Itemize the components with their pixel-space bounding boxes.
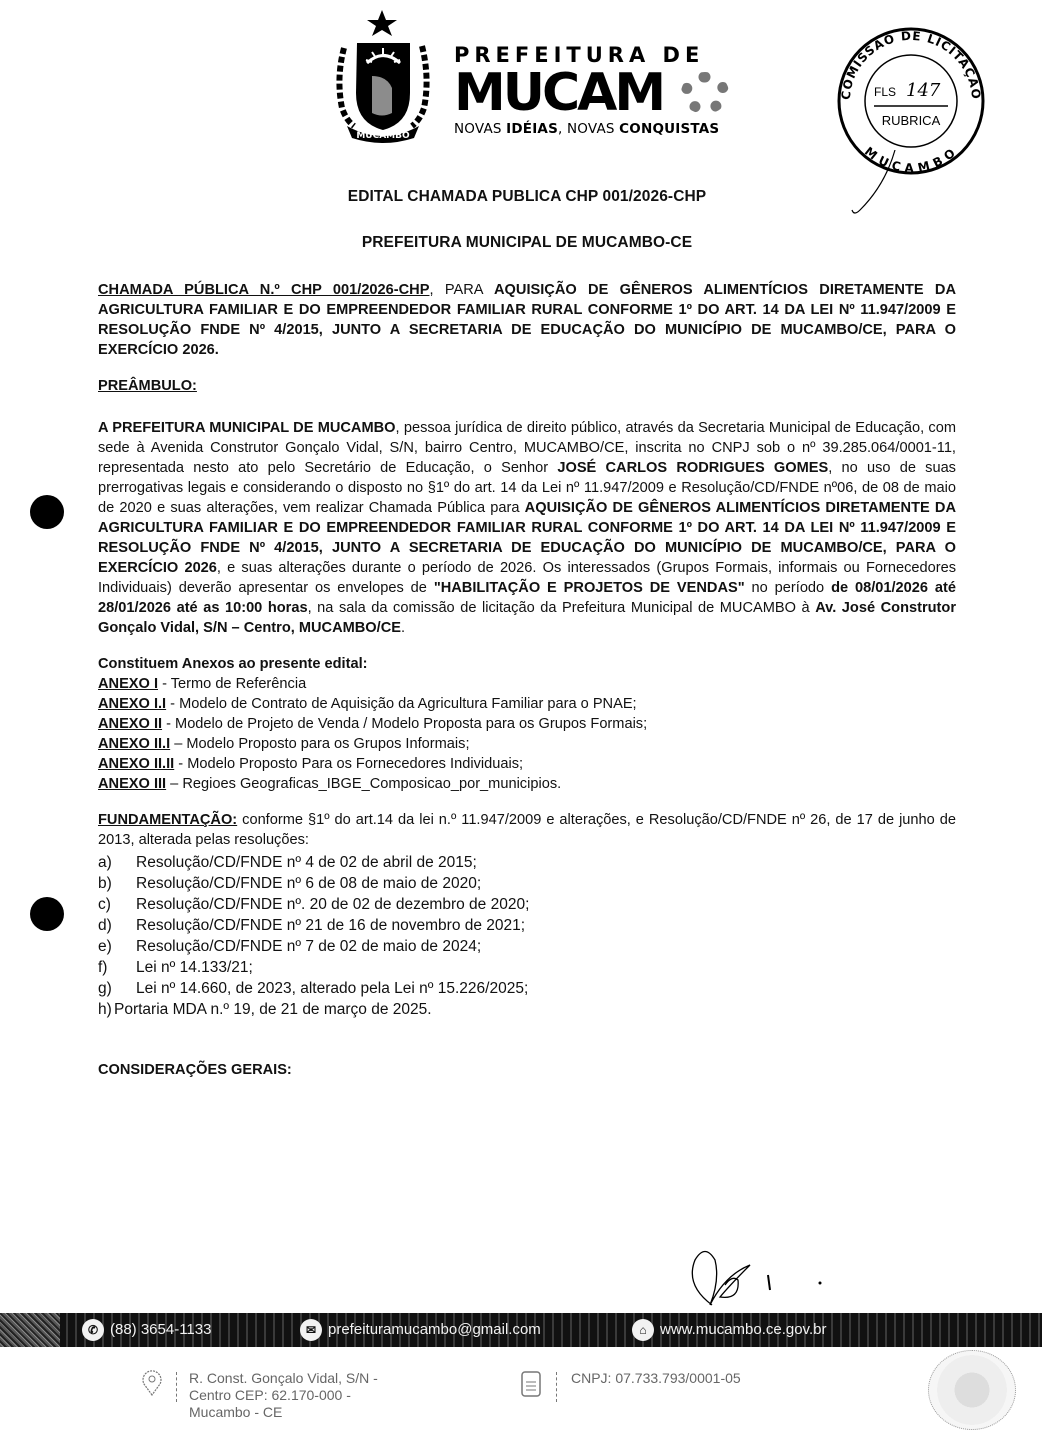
stamp-ring-text: COMISSÃO DE LICITAÇÃO (838, 28, 984, 101)
fundamentacao-item (98, 873, 956, 894)
phone-number: (88) 3654-1133 (110, 1321, 212, 1338)
submission-period: de 08/01/2026 até 28/01/2026 até as 10:00 horas (98, 580, 956, 616)
address-line: R. Const. Gonçalo Vidal, S/N - (189, 1370, 378, 1386)
anexo-label: ANEXO I (98, 676, 159, 692)
intro-paragraph (98, 280, 956, 360)
phone-icon: ✆ (82, 1319, 104, 1341)
anexo-label: ANEXO I.I (98, 696, 167, 712)
home-icon: ⌂ (632, 1319, 654, 1341)
anexo-text: - Modelo Proposto Para os Fornecedores Individuais; (174, 756, 524, 772)
chamada-reference: CHAMADA PÚBLICA N.º CHP 001/2026-CHP (98, 282, 430, 298)
stamp-rubrica-label: RUBRICA (881, 113, 941, 128)
fundamentacao-heading: FUNDAMENTAÇÃO: (98, 812, 238, 828)
footer-address (140, 1370, 378, 1421)
stamp-page-number: 147 (906, 80, 941, 101)
item-text: Portaria MDA n.º 19, de 21 de março de 2025. (114, 1001, 432, 1018)
preambulo-text: , pessoa jurídica de direito público, através da Secretaria Municipal de Educação, com sede à Avenida Construtor Gonçalo Vidal, S/N, bairro Centro, MUCAMBO/CE, inscrita no CNPJ sob o nº 39.285.064/0001-11, representada nesto ato pelo Secretário de Educação, o Senhor (98, 420, 956, 476)
anexo-item (98, 754, 956, 774)
item-letter: c) (98, 896, 111, 913)
fundamentacao-list (98, 852, 956, 1020)
anexo-text: – Modelo Proposto para os Grupos Informais; (170, 736, 470, 752)
footer-contact-bar (0, 1313, 1042, 1347)
stamp-fls-label: FLS (874, 85, 897, 99)
consideracoes-heading: CONSIDERAÇÕES GERAIS: (98, 1062, 292, 1078)
document-title: EDITAL CHAMADA PUBLICA CHP 001/2026-CHP (347, 188, 707, 205)
slogan-part: IDÉIAS (506, 121, 559, 137)
envelope-title: "HABILITAÇÃO E PROJETOS DE VENDAS" (433, 580, 745, 596)
fundamentacao-item (98, 957, 956, 978)
preambulo-heading: PREÂMBULO: (98, 378, 197, 394)
fundamentacao-paragraph (98, 810, 956, 850)
preambulo-text: , e suas alterações durante o período de 2026. Os interessados (Grupos Formais, informais ou Fornecedores Individuais) deverão apresentar os envelopes de (98, 560, 956, 596)
footer-phone (82, 1319, 211, 1341)
fundamentacao-item (98, 894, 956, 915)
anexo-label: ANEXO II.I (98, 736, 171, 752)
item-text: Resolução/CD/FNDE nº 21 de 16 de novembro de 2021; (136, 917, 526, 934)
preambulo-text: . (401, 620, 406, 636)
preambulo-text: no período (744, 580, 832, 596)
footer-website[interactable] (632, 1319, 826, 1341)
preambulo-text: , no uso de suas prerrogativas legais e considerando o disposto no §1º do art. 14 da Lei nº 11.947/2009 e Resolução/CD/FNDE nº06, de 08 de maio de 2020 e suas alterações, vem realizar Chamada Pública para (98, 460, 956, 516)
item-letter: h) (98, 1001, 112, 1018)
stamp-bottom-text: MUCAMBO (862, 143, 961, 175)
item-text: Resolução/CD/FNDE nº. 20 de 02 de dezembro de 2020; (136, 896, 530, 913)
footer-seal-watermark (928, 1350, 1016, 1430)
binder-hole (30, 495, 64, 529)
preambulo-text: AQUISIÇÃO DE GÊNEROS ALIMENTÍCIOS DIRETAMENTE DA AGRICULTURA FAMILIAR E DO EMPREENDEDOR FAMILIAR RURAL CONFORME 1º DO ART. 14 DA LEI Nº 11.947/2009 E RESOLUÇÃO FNDE Nº 4/2015, JUNTO A SECRETARIA DE EDUCAÇÃO DO MUNICÍPIO DE MUCAMBO/CE, PARA O EXERCÍCIO 2026 (98, 500, 956, 576)
fundamentacao-item (98, 852, 956, 873)
secretary-name: JOSÉ CARLOS RODRIGUES GOMES (557, 460, 829, 476)
slogan-part: NOVAS (454, 121, 507, 137)
brand-line-2 (454, 63, 764, 123)
website-url[interactable]: www.mucambo.ce.gov.br (660, 1321, 827, 1338)
brand-name: MUCAM (454, 63, 664, 123)
item-text: Resolução/CD/FNDE nº 6 de 08 de maio de 2020; (136, 875, 482, 892)
anexos-section (98, 654, 956, 794)
brand-line-1: PREFEITURA DE (454, 43, 705, 67)
item-text: Resolução/CD/FNDE nº 7 de 02 de maio de 2024; (136, 938, 482, 955)
envelope-icon: ✉ (300, 1319, 322, 1341)
anexo-text: – Regioes Geograficas_IBGE_Composicao_por_municipios. (166, 776, 562, 792)
slogan-part: CONQUISTAS (619, 121, 720, 137)
anexo-text: - Termo de Referência (158, 676, 307, 692)
anexo-label: ANEXO II (98, 716, 163, 732)
divider (176, 1372, 177, 1402)
item-text: Lei nº 14.133/21; (136, 959, 253, 976)
address-line: Mucambo - CE (189, 1404, 283, 1420)
fundamentacao-item (98, 936, 956, 957)
handwritten-signature (680, 1245, 830, 1310)
footer-email[interactable] (300, 1319, 541, 1341)
item-letter: a) (98, 854, 112, 871)
item-letter: d) (98, 917, 112, 934)
divider (556, 1372, 557, 1402)
email-address[interactable]: prefeituramucambo@gmail.com (328, 1321, 541, 1338)
cnpj-text: CNPJ: 07.733.793/0001-05 (571, 1370, 741, 1386)
fundamentacao-item (98, 978, 956, 999)
preambulo-text: A PREFEITURA MUNICIPAL DE MUCAMBO (98, 420, 396, 436)
anexo-item (98, 714, 956, 734)
anexo-item (98, 734, 956, 754)
crest-label: MUCAMBO (356, 131, 410, 141)
anexo-label: ANEXO III (98, 776, 167, 792)
binder-hole (30, 897, 64, 931)
item-letter: f) (98, 959, 108, 976)
anexos-heading: Constituem Anexos ao presente edital: (98, 656, 368, 672)
submission-address: Av. José Construtor Gonçalo Vidal, S/N – Centro, MUCAMBO/CE (98, 600, 957, 636)
municipal-crest-icon (322, 8, 447, 143)
item-letter: b) (98, 875, 112, 892)
fundamentacao-item (98, 915, 956, 936)
anexo-item (98, 774, 956, 794)
preambulo-text: , na sala da comissão de licitação da Prefeitura Municipal de MUCAMBO à (307, 600, 816, 616)
item-letter: g) (98, 980, 112, 997)
intro-object: AQUISIÇÃO DE GÊNEROS ALIMENTÍCIOS DIRETAMENTE DA AGRICULTURA FAMILIAR E DO EMPREENDEDOR FAMILIAR RURAL CONFORME 1º DO ART. 14 DA LEI Nº 11.947/2009 E RESOLUÇÃO FNDE Nº 4/2015, JUNTO A SECRETARIA DE EDUCAÇÃO DO MUNICÍPIO DE MUCAMBO/CE, PARA O EXERCÍCIO 2026. (98, 282, 957, 358)
item-letter: e) (98, 938, 112, 955)
anexo-label: ANEXO II.II (98, 756, 175, 772)
address-line: Centro CEP: 62.170-000 - (189, 1387, 351, 1403)
document-body (98, 186, 956, 1080)
footer-texture (0, 1313, 60, 1347)
fundamentacao-text: conforme §1º do art.14 da lei n.º 11.947/2009 e alterações, e Resolução/CD/FNDE nº 26, de 17 de junho de 2013, alterada pelas resoluções: (98, 812, 956, 848)
document-icon (520, 1370, 542, 1398)
preambulo-paragraph (98, 418, 956, 638)
document-subtitle: PREFEITURA MUNICIPAL DE MUCAMBO-CE (361, 234, 693, 251)
brand-dotted-o-icon (681, 72, 729, 114)
intro-separator: , PARA (429, 282, 495, 298)
brand-wordmark (454, 43, 764, 138)
anexo-text: - Modelo de Projeto de Venda / Modelo Proposta para os Grupos Formais; (162, 716, 648, 732)
prefeitura-logo (322, 8, 762, 148)
fundamentacao-item (98, 999, 956, 1020)
anexo-item (98, 674, 956, 694)
slogan-part: , NOVAS (558, 121, 620, 137)
footer-cnpj (520, 1370, 741, 1402)
address-text (189, 1370, 378, 1421)
anexo-item (98, 694, 956, 714)
item-text: Resolução/CD/FNDE nº 4 de 02 de abril de 2015; (136, 854, 477, 871)
anexo-text: - Modelo de Contrato de Aquisição da Agricultura Familiar para o PNAE; (166, 696, 637, 712)
item-text: Lei nº 14.660, de 2023, alterado pela Lei nº 15.226/2025; (136, 980, 529, 997)
brand-slogan (454, 121, 764, 138)
location-pin-icon (140, 1370, 164, 1396)
